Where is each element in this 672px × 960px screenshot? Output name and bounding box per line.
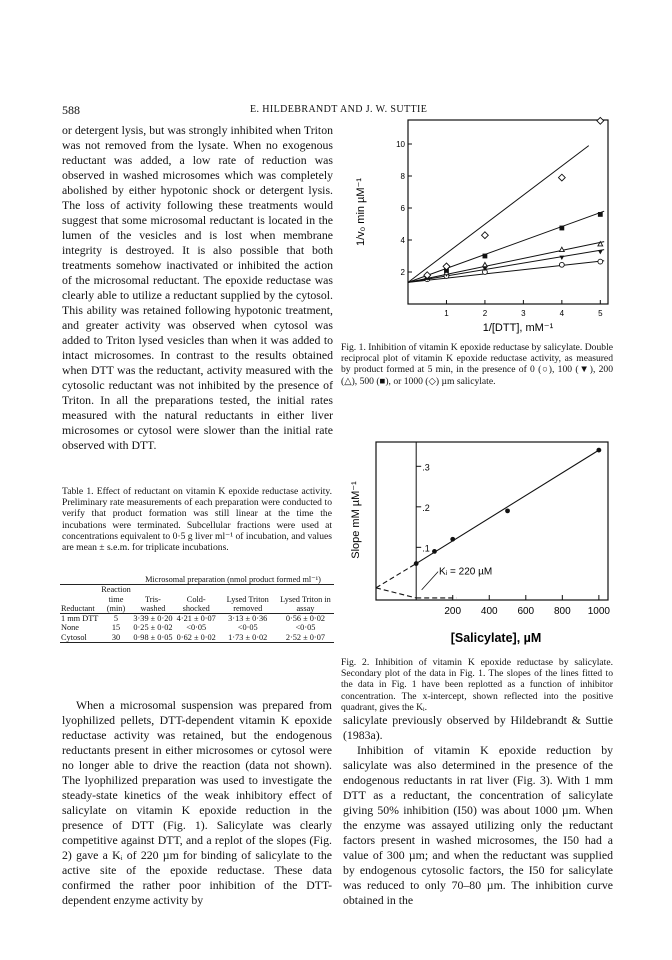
series-line (408, 146, 589, 283)
figure-1 (338, 112, 618, 340)
table1-col-lysed-assay: Lysed Triton in assay (280, 594, 331, 613)
table-cell: 4·21 ± 0·07 (176, 614, 216, 624)
table-cell: 3·13 ± 0·36 (228, 614, 268, 624)
x-tick-label: 600 (517, 606, 535, 617)
x-tick-label: 1000 (587, 606, 610, 617)
table-cell: 0·62 ± 0·02 (176, 632, 216, 642)
y-tick-label: .2 (422, 502, 430, 513)
x-tick-label: 800 (553, 606, 571, 617)
data-point (482, 232, 489, 239)
fig2-ylabel: Slope mM µM⁻¹ (350, 481, 362, 559)
y-tick-label: .1 (422, 543, 430, 554)
data-point (558, 174, 565, 181)
y-tick-label: 8 (400, 172, 405, 181)
page-number: 588 (62, 103, 80, 117)
data-point (450, 537, 455, 542)
y-tick-label: 10 (396, 140, 405, 149)
data-point (483, 262, 488, 266)
y-tick-label: 2 (400, 268, 405, 277)
left-column-bottom-paragraph: When a microsomal suspension was prepared from lyophilized pellets, DTT-dependent vitamin K epoxide reductase activity was retained, but the endogenous reductants present in either microsomes or cytosol were no longer able to drive the reaction (data not shown). The lyophilized preparation was used to investigate the steady-state kinetics of the weak inhibitory effect of salicylate on vitamin K epoxide reduction in the presence of DTT (Fig. 1). Salicylate was clearly competitive against DTT, and a replot of the slopes (Fig. 2) gave a Kᵢ of 220 µm for binding of salicylate to the active site of the epoxide reductase. These data confirmed the rather poor inhibition of the DTT-dependent enzyme activity by (62, 698, 332, 907)
table1-col-tris: Tris-washed (140, 594, 166, 613)
x-tick-label: 5 (598, 309, 603, 318)
x-tick-label: 200 (444, 606, 462, 617)
table1-col-reductant: Reductant (61, 603, 95, 613)
data-point (432, 549, 437, 554)
table-cell: 2·52 ± 0·07 (285, 632, 325, 642)
data-point (414, 561, 419, 566)
table1-group-header: Microsomal preparation (nmol product formed ml⁻¹) (145, 575, 321, 584)
data-point (505, 508, 510, 513)
table-cell: None (61, 623, 79, 633)
table1-col-time: Reaction time (min) (101, 585, 131, 613)
x-tick-label: 2 (482, 309, 488, 318)
figure-1-caption: Fig. 1. Inhibition of vitamin K epoxide reductase by salicylate. Double reciprocal plot of vitamin K epoxide reductase activity, as measured by product formed at 5 min, in the presence of 0 (○), 100 (▼), 200 (△), 500 (■), or 1000 (◇) µm salicylate. (341, 342, 613, 387)
table-cell: 1 mm DTT (61, 614, 99, 624)
fig2-ki-annotation: Kᵢ = 220 µM (439, 566, 493, 578)
fit-line (416, 450, 599, 563)
x-tick-label: 4 (559, 309, 565, 318)
data-point (598, 250, 603, 254)
x-tick-label: 400 (480, 606, 498, 617)
figure-2-caption: Fig. 2. Inhibition of vitamin K epoxide reductase by salicylate. Secondary plot of the data in Fig. 1. The slopes of the lines fitted to the data in Fig. 1 have been replotted as a function of inhibitor concentration. The x-intercept, shown reflected into the positive quadrant, gives the Kᵢ. (341, 657, 613, 713)
data-point (559, 262, 564, 267)
table-cell: 15 (111, 623, 121, 633)
data-point (559, 247, 564, 251)
data-point (483, 254, 488, 259)
fig1-ylabel: 1/v₀ min µM⁻¹ (355, 177, 367, 247)
data-point (598, 212, 603, 217)
table-cell: Cytosol (61, 632, 87, 642)
ki-reflection-line (376, 588, 416, 598)
data-point (559, 226, 564, 231)
table-cell: 30 (111, 632, 121, 642)
running-head: E. HILDEBRANDT AND J. W. SUTTIE (250, 104, 428, 115)
series-line (408, 242, 604, 283)
table1 (60, 575, 334, 643)
table-cell: <0·05 (295, 623, 316, 633)
table-row (60, 633, 334, 643)
data-point (597, 117, 604, 124)
y-tick-label: 4 (400, 236, 405, 245)
right-column-paragraph-2: Inhibition of vitamin K epoxide reduction by salicylate was also determined in the presence of the endogenous reductants in rat liver (Fig. 3). With 1 mm DTT as a reductant, the concentration of salicylate giving 50% inhibition (I50) was about 1000 µm. When the enzyme was assayed utilizing only the reductant factors present in washed microsomes, the I50 had a value of 300 µm; and when the reductant was supplied by endogenous cytosolic factors, the I50 for salicylate was reduced to only 70–80 µm. The inhibition curve obtained in the (343, 743, 613, 907)
table-cell: 0·98 ± 0·05 (133, 632, 173, 642)
right-column-paragraph-1: salicylate previously observed by Hildebrandt & Suttie (1983a). (343, 713, 613, 742)
table-cell: 3·39 ± 0·20 (133, 614, 173, 624)
left-column-top-paragraph: or detergent lysis, but was strongly inhibited when Triton was not removed from the lysate. When no exogenous reductant was added, a low rate of reduction was observed in washed microsomes which was completely abolished by either hypotonic shock or detergent lysis. The loss of activity following these treatments would suggest that some microsomal reductant is located in the lumen of the vesicles and is lost when membrane integrity is destroyed. It is also possible that both treatments somehow inactivated or inhibited the action of the microsomal reductant. The epoxide reductase was clearly able to utilize a reductant supplied by the cytosol. This ability was retained following hypotonic treatment, and greater activity was observed when cytosol was added to Triton lysed vesicles than when it was added to intact microsomes. In contrast to the results obtained when DTT was the reductant, activity measured with the cytosolic reductant was not inhibited by the presence of Triton. In all the preparations tested, the initial rates measured with the natural reductants in either liver microsomes or cytosol were slower than the initial rate observed with DTT. (62, 123, 333, 452)
table-cell: 0·25 ± 0·02 (133, 623, 173, 633)
table1-col-lysed-removed: Lysed Triton removed (226, 594, 269, 613)
data-point (598, 259, 603, 264)
table-row (60, 623, 334, 632)
x-tick-label: 1 (444, 309, 449, 318)
table-cell: <0·05 (237, 623, 258, 633)
data-point (559, 256, 564, 260)
data-point (596, 448, 601, 453)
table1-col-cold: Cold-shocked (182, 594, 210, 613)
table-row (60, 614, 334, 624)
y-tick-label: 6 (400, 204, 405, 213)
table-cell: <0·05 (186, 623, 207, 633)
table-cell: 5 (113, 614, 119, 624)
series-line (408, 250, 604, 283)
table1-caption: Table 1. Effect of reductant on vitamin K epoxide reductase activity. Preliminary rate measurements of each preparation were conducted to verify that product formation was still linear at the time the incubations were terminated. Subcellular fractions were used at concentrations equivalent to 0·5 g liver ml⁻¹ of incubation, and values are mean ± s.e.m. for triplicate incubations. (62, 486, 332, 554)
y-tick-label: .3 (422, 462, 430, 473)
annotation-leader (422, 572, 438, 590)
table-cell: 1·73 ± 0·02 (228, 632, 268, 642)
table-cell: 0·56 ± 0·02 (285, 614, 325, 624)
figure-2 (338, 436, 618, 654)
fit-line-extrapolated (376, 564, 416, 588)
fig1-xlabel: 1/[DTT], mM⁻¹ (482, 322, 554, 334)
fig2-xlabel: [Salicylate], µM (450, 631, 542, 645)
x-tick-label: 3 (521, 309, 526, 318)
